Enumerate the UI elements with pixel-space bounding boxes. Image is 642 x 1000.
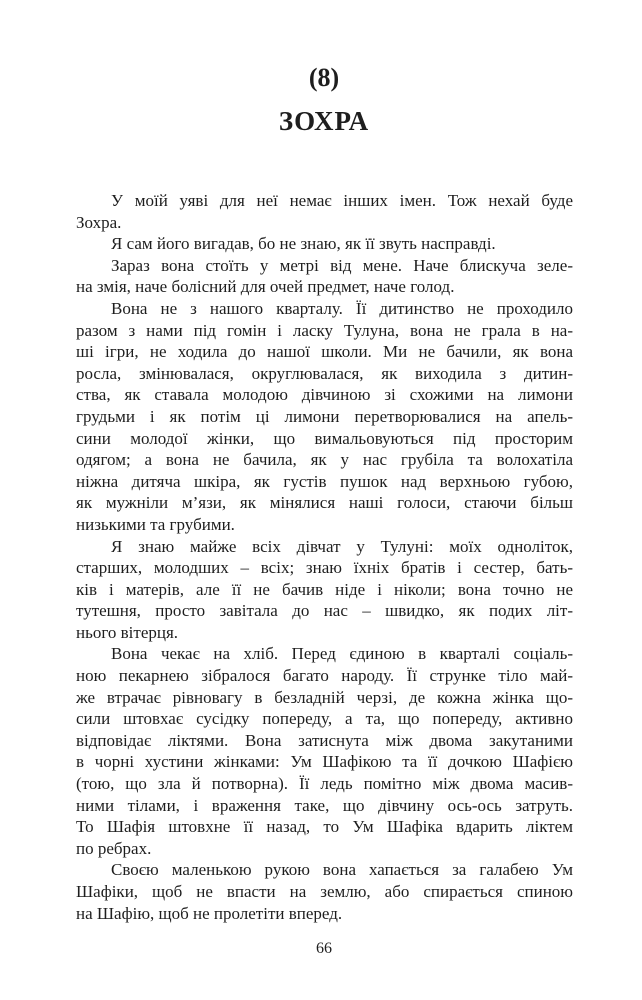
text-line: Я знаю майже всіх дівчат у Тулуні: моїх одноліток, (111, 536, 573, 556)
chapter-number: (8) (308, 63, 340, 92)
text-line: на Шафію, щоб не пролетіти вперед. (76, 903, 343, 923)
paragraph (76, 190, 573, 233)
page-number: 66 (316, 940, 332, 957)
paragraph (76, 859, 573, 924)
chapter-body (76, 190, 573, 924)
text-line: Вона не з нашого кварталу. Її дитинство не проходило (111, 298, 573, 318)
text-line: То Шафія штовхне її назад, то Ум Шафіка вдарить ліктем (76, 817, 573, 837)
text-line: відповідає ліктями. Вона затиснута між двома закутаними (76, 730, 573, 750)
text-line: старших, молодших – всіх; знаю їхніх братів і сестер, бать- (76, 558, 573, 578)
text-line: в чорні хустини жінками: Ум Шафікою та її дочкою Шафією (76, 752, 573, 772)
text-line: нього вітерця. (76, 622, 179, 642)
text-line: сини молодої жінки, що вимальовуються під просторим (76, 428, 573, 448)
paragraph (76, 255, 573, 298)
text-line: ними тілами, і враження таке, що дівчину ось-ось затруть. (76, 795, 573, 815)
text-line: Зараз вона стоїть у метрі від мене. Наче блискуча зеле- (111, 255, 573, 275)
text-line: же втрачає рівновагу в безладній черзі, де кожна жінка що- (76, 687, 573, 707)
text-line: Я сам його вигадав, бо не знаю, як її звуть насправді. (111, 234, 496, 254)
text-line: по ребрах. (76, 838, 152, 858)
text-line: Вона чекає на хліб. Перед єдиною в кварталі соціаль- (111, 644, 573, 664)
text-line: ства, як ставала молодою дівчиною зі схожими на лимони (76, 385, 573, 405)
paragraph (76, 536, 573, 644)
paragraph (76, 643, 573, 859)
text-line: Зохра. (76, 212, 122, 232)
text-line: росла, змінювалася, округлювалася, як виходила з дитин- (76, 363, 573, 383)
text-line: разом з нами під гомін і ласку Тулуна, вона не грала в на- (76, 320, 573, 340)
text-line: на змія, наче болісний для очей предмет, наче голод. (76, 277, 455, 297)
text-line: Шафіки, щоб не впасти на землю, або спирається спиною (76, 882, 573, 901)
text-line: ніжна дитяча шкіра, як густів пушок над верхньою губою, (76, 471, 573, 491)
text-line: грудьми і як потім ці лимони перетворювалися на апель- (76, 406, 573, 426)
text-line: сили штовхає сусідку попереду, а та, що попереду, активно (76, 709, 573, 729)
text-line: Своєю маленькою рукою вона хапається за галабею Ум (111, 860, 573, 880)
text-line: ші ігри, не ходила до нашої школи. Ми не бачили, як вона (76, 342, 573, 362)
text-line: одягом; а вона не бачила, як у нас грубіла та волохатіла (76, 450, 573, 470)
text-line: (тою, що зла й потворна). Її ледь помітно між двома масив- (76, 774, 573, 794)
text-line: тутешня, просто завітала до нас – швидко, як подих літ- (76, 601, 573, 621)
text-line: ків і матерів, але її не бачив ніде і ніколи; вона точно не (76, 579, 573, 599)
paragraph (76, 233, 573, 255)
paragraph (76, 298, 573, 536)
chapter-title: ЗОХРА (278, 106, 370, 136)
text-line: ною пекарнею зібралося багато народу. Її струнке тіло май- (76, 666, 573, 686)
text-line: як мужніли м’язи, як мінялися наші голоси, стаючи більш (76, 493, 573, 513)
text-line: У моїй уяві для неї немає інших імен. Тож нехай буде (111, 191, 573, 210)
text-line: низькими та грубими. (76, 514, 235, 534)
